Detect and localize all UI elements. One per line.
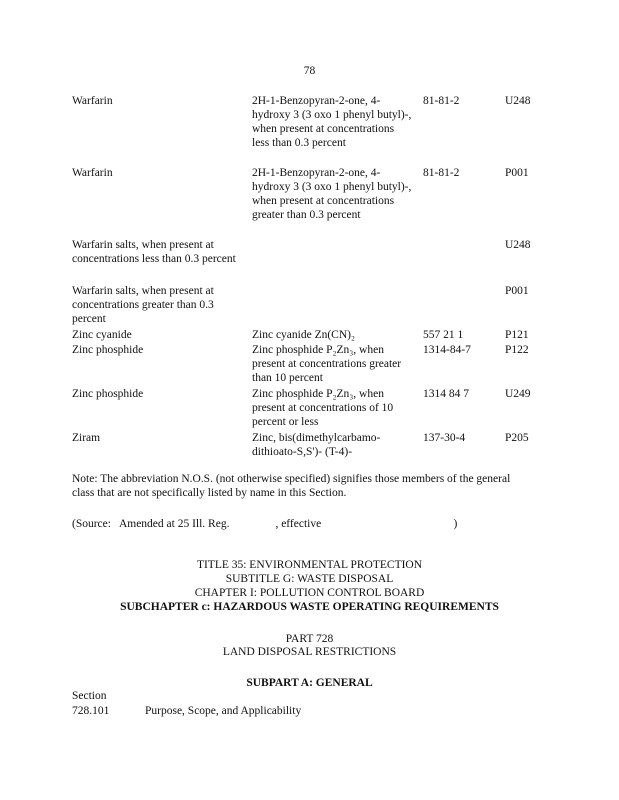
part-title-heading: LAND DISPOSAL RESTRICTIONS — [222, 646, 397, 658]
substance-name: Zinc cyanide — [72, 329, 132, 341]
section-title: Purpose, Scope, and Applicability — [145, 705, 302, 717]
chemical-abstracts-name: 2H-1-Benzopyran-2-one, 4-hydroxy 3 (3 oxo 1 phenyl butyl)-, when present at concentrations less than 0.3 percent — [252, 95, 412, 149]
chemical-abstracts-name: Zinc cyanide Zn(CN)₂ — [252, 329, 356, 341]
section-number: 728.101 — [72, 705, 110, 717]
section-label: Section — [72, 690, 107, 702]
substance-name: Warfarin salts, when present at concentrations less than 0.3 percent — [72, 239, 236, 265]
substance-name: Warfarin salts, when present at concentrations greater than 0.3 percent — [72, 285, 214, 325]
cas-number: 1314 84 7 — [423, 388, 469, 400]
substance-name: Warfarin — [72, 95, 113, 107]
substance-name: Zinc phosphide — [72, 344, 144, 356]
subtitle-heading: SUBTITLE G: WASTE DISPOSAL — [225, 573, 394, 585]
chemical-abstracts-name: Zinc phosphide P₂Zn₃, when present at concentrations greater than 10 percent — [252, 344, 402, 384]
cas-number: 1314-84-7 — [423, 344, 471, 356]
cas-number: 81-81-2 — [423, 95, 460, 107]
hazardous-waste-table — [72, 94, 552, 461]
table-row — [72, 387, 552, 431]
cas-number: 137-30-4 — [423, 432, 466, 444]
waste-code: P001 — [505, 285, 529, 297]
title-heading: TITLE 35: ENVIRONMENTAL PROTECTION — [196, 559, 423, 571]
table-row — [72, 94, 552, 166]
waste-code: P122 — [505, 344, 529, 356]
part-heading: PART 728 — [285, 633, 334, 645]
source-note: (Source: Amended at 25 Ill. Reg. , effective ) — [72, 518, 458, 530]
chemical-abstracts-name: 2H-1-Benzopyran-2-one, 4-hydroxy 3 (3 oxo 1 phenyl butyl)-, when present at concentrations greater than 0.3 percent — [252, 167, 412, 221]
chemical-abstracts-name: Zinc, bis(dimethylcarbamo-dithioato-S,S')- (T-4)- — [252, 432, 381, 458]
substance-name: Ziram — [72, 432, 101, 444]
substance-name: Warfarin — [72, 167, 113, 179]
chapter-heading: CHAPTER I: POLLUTION CONTROL BOARD — [194, 587, 425, 599]
table-row — [72, 166, 552, 238]
abbreviation-note: Note: The abbreviation N.O.S. (not otherwise specified) signifies those members of the general class that are not specifically listed by name in this Section. — [72, 473, 511, 499]
cas-number: 557 21 1 — [423, 329, 464, 341]
cas-number: 81-81-2 — [423, 167, 460, 179]
waste-code: P121 — [505, 329, 529, 341]
chemical-abstracts-name: Zinc phosphide P₂Zn₃, when present at concentrations of 10 percent or less — [252, 388, 394, 428]
page-number: 78 — [303, 65, 316, 77]
subpart-heading: SUBPART A: GENERAL — [246, 677, 373, 689]
table-row — [72, 343, 552, 387]
waste-code: U249 — [505, 388, 531, 400]
table-row — [72, 238, 552, 284]
waste-code: U248 — [505, 95, 531, 107]
substance-name: Zinc phosphide — [72, 388, 144, 400]
table-row — [72, 328, 552, 343]
waste-code: U248 — [505, 239, 531, 251]
waste-code: P001 — [505, 167, 529, 179]
waste-code: P205 — [505, 432, 529, 444]
table-row — [72, 431, 552, 461]
subchapter-heading: SUBCHAPTER c: HAZARDOUS WASTE OPERATING REQUIREMENTS — [120, 601, 499, 613]
table-row — [72, 284, 552, 328]
